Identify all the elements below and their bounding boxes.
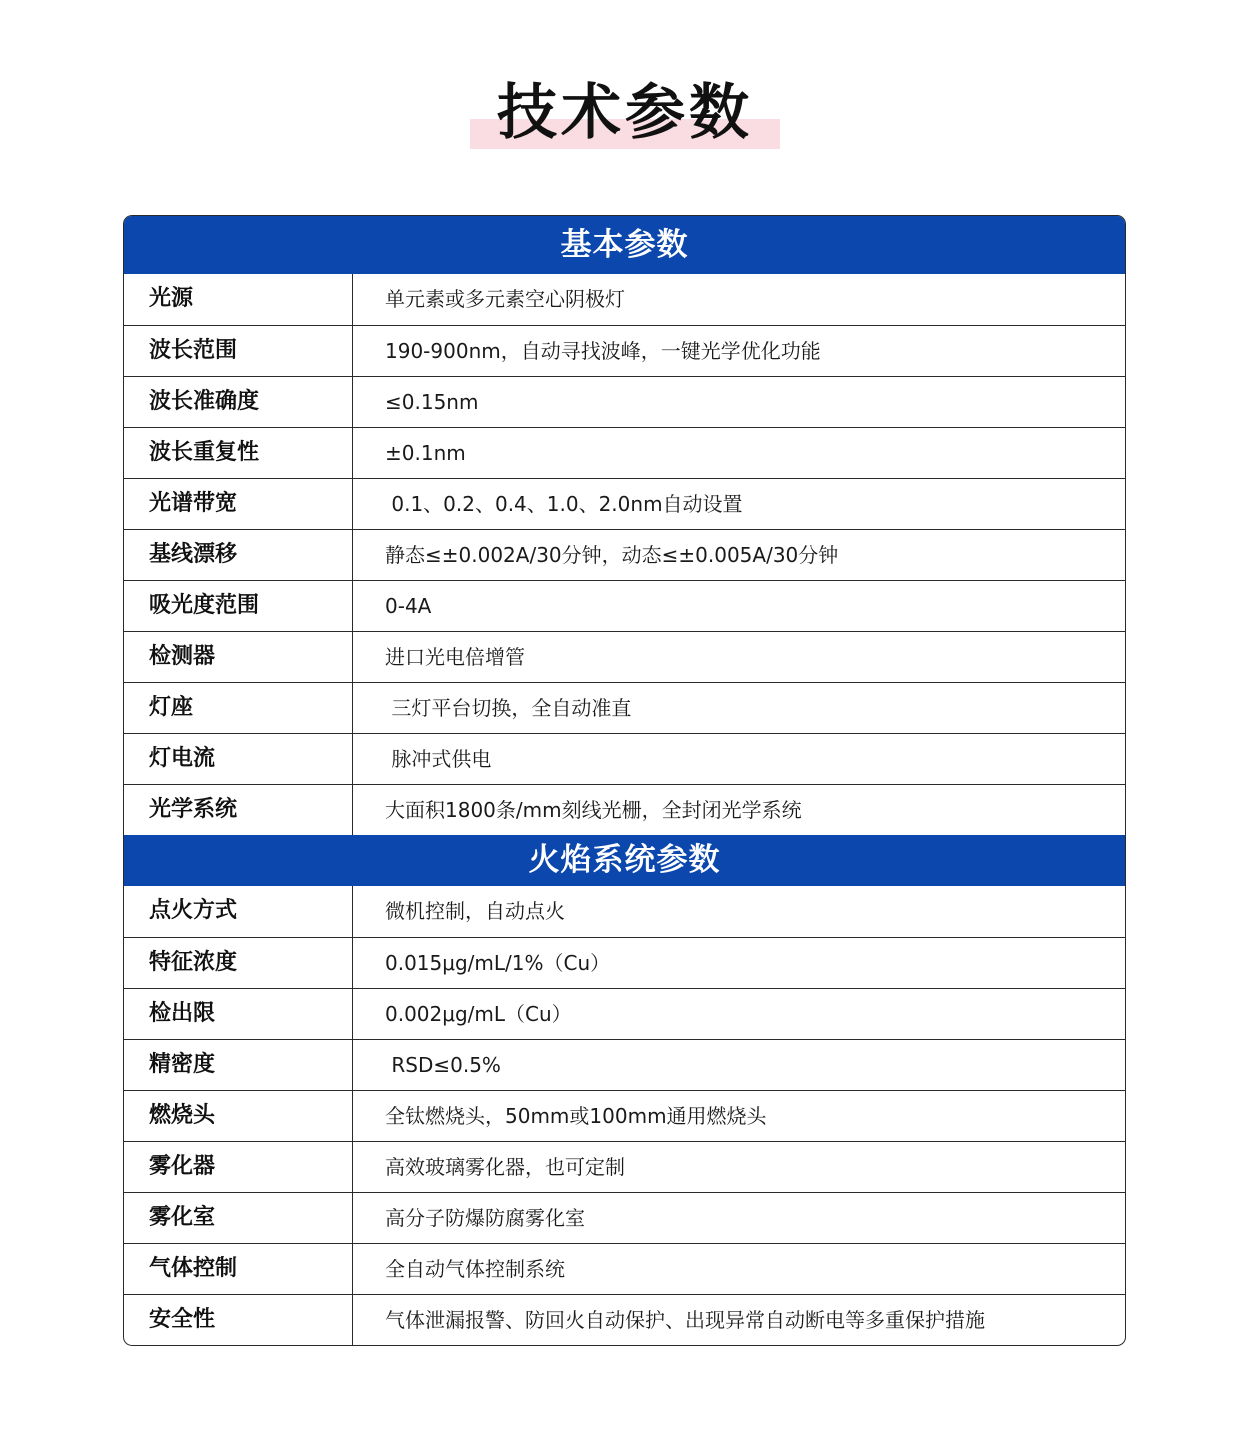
param-value: 全自动气体控制系统 [385,1257,565,1281]
param-label: 吸光度范围 [124,581,353,631]
param-label: 点火方式 [124,886,353,937]
param-value: 进口光电倍增管 [385,645,525,669]
param-label: 灯电流 [124,734,353,784]
param-label: 精密度 [124,1040,353,1090]
param-label: 波长重复性 [124,428,353,478]
param-label: 气体控制 [124,1244,353,1294]
table-row [124,376,1125,427]
table-row [124,733,1125,784]
table-row [124,274,1125,325]
param-label: 检测器 [124,632,353,682]
table-row [124,1039,1125,1090]
table-row [124,631,1125,682]
param-label: 安全性 [124,1295,353,1345]
section-header-basic: 基本参数 [124,216,1125,274]
param-value: 0.015μg/mL/1%（Cu） [385,951,611,975]
param-label: 燃烧头 [124,1091,353,1141]
parameters-table [123,215,1126,1346]
table-row [124,325,1125,376]
param-value: 微机控制，自动点火 [385,899,565,923]
param-value: ±0.1nm [385,441,466,465]
param-value: ≤0.15nm [385,390,479,414]
param-value: 静态≤±0.002A/30分钟，动态≤±0.005A/30分钟 [385,543,839,567]
section-rows-flame [124,886,1125,1345]
param-label: 光源 [124,274,353,325]
table-row [124,1243,1125,1294]
param-value: 单元素或多元素空心阴极灯 [385,287,625,311]
page-title-block [0,72,1250,154]
section-header-flame: 火焰系统参数 [124,835,1125,886]
table-row [124,784,1125,835]
param-label: 波长范围 [124,326,353,376]
param-label: 雾化室 [124,1193,353,1243]
table-row [124,529,1125,580]
param-value: 0-4A [385,594,432,618]
param-label: 检出限 [124,989,353,1039]
param-value: 高分子防爆防腐雾化室 [385,1206,585,1230]
table-row [124,886,1125,937]
table-row [124,1294,1125,1345]
param-value: 脉冲式供电 [385,747,492,771]
table-row [124,988,1125,1039]
table-row [124,1192,1125,1243]
table-row [124,478,1125,529]
param-label: 光学系统 [124,785,353,835]
table-row [124,937,1125,988]
param-value: 三灯平台切换，全自动准直 [385,696,632,720]
table-row [124,580,1125,631]
table-row [124,1141,1125,1192]
param-label: 基线漂移 [124,530,353,580]
param-label: 波长准确度 [124,377,353,427]
param-value: 0.002μg/mL（Cu） [385,1002,572,1026]
param-value: 0.1、0.2、0.4、1.0、2.0nm自动设置 [385,492,743,516]
page-title: 技术参数 [497,78,753,148]
param-value: 大面积1800条/mm刻线光栅，全封闭光学系统 [385,798,802,822]
param-label: 光谱带宽 [124,479,353,529]
param-value: 190-900nm，自动寻找波峰，一键光学优化功能 [385,339,821,363]
param-value: 高效玻璃雾化器，也可定制 [385,1155,625,1179]
table-row [124,1090,1125,1141]
param-value: 气体泄漏报警、防回火自动保护、出现异常自动断电等多重保护措施 [385,1308,985,1332]
param-value: 全钛燃烧头，50mm或100mm通用燃烧头 [385,1104,767,1128]
param-value: RSD≤0.5% [385,1053,501,1077]
param-label: 灯座 [124,683,353,733]
table-row [124,682,1125,733]
section-rows-basic [124,274,1125,835]
param-label: 雾化器 [124,1142,353,1192]
table-row [124,427,1125,478]
param-label: 特征浓度 [124,938,353,988]
